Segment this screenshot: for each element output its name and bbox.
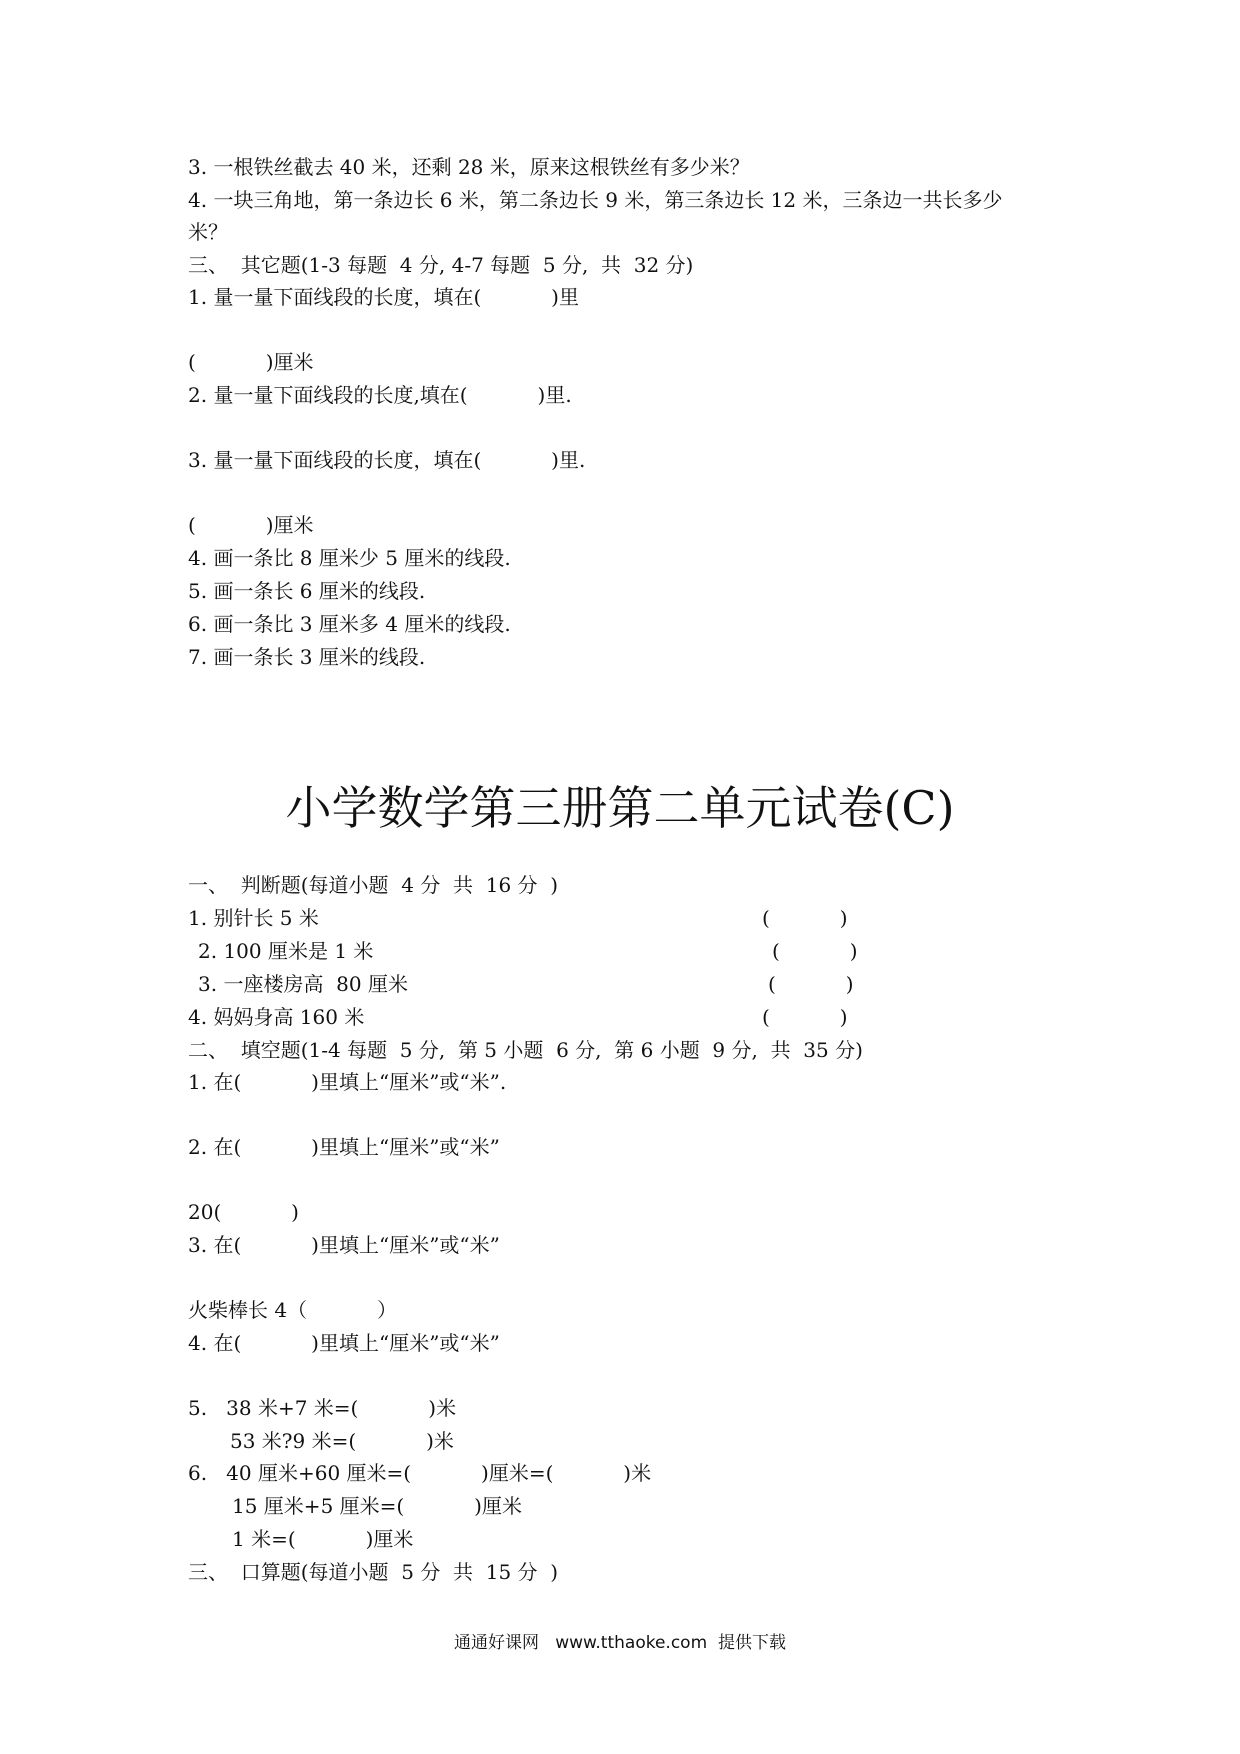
fill-q1: 1. 在( )里填上“厘米”或“米”. [188, 1070, 507, 1094]
page-title: 小学数学第三册第二单元试卷(C) [285, 781, 955, 835]
fill-q6a: 6. 40 厘米+60 厘米=( )厘米=( )米 [188, 1461, 652, 1485]
fill-q5a: 5. 38 米+7 米=( )米 [188, 1396, 457, 1420]
other-q3: 3. 量一量下面线段的长度，填在( )里. [188, 448, 586, 472]
question-3: 3. 一根铁丝截去 40 米，还剩 28 米，原来这根铁丝有多少米？ [188, 155, 750, 179]
fill-q2: 2. 在( )里填上“厘米”或“米” [188, 1135, 500, 1159]
other-q1-answer: ( )厘米 [188, 350, 314, 374]
other-q4: 4. 画一条比 8 厘米少 5 厘米的线段. [188, 546, 511, 570]
section-2-header: 二、 填空题(1-4 每题 5 分, 第 5 小题 6 分, 第 6 小题 9 分, 共 35 分) [188, 1038, 863, 1062]
fill-q6c: 1 米=( )厘米 [232, 1527, 414, 1551]
section-3-header-c: 三、 口算题(每道小题 5 分 共 15 分 ) [188, 1560, 559, 1584]
fill-q4: 4. 在( )里填上“厘米”或“米” [188, 1331, 500, 1355]
judge-q2: 2. 100 厘米是 1 米 [198, 939, 374, 963]
other-q3-answer: ( )厘米 [188, 513, 314, 537]
judge-q4-paren: ( ) [762, 1005, 848, 1029]
judge-q2-paren: ( ) [772, 939, 858, 963]
footer: 通通好课网 www.tthaoke.com 提供下载 [454, 1633, 786, 1653]
judge-q3-paren: ( ) [768, 972, 854, 996]
other-q6: 6. 画一条比 3 厘米多 4 厘米的线段. [188, 612, 511, 636]
other-q7: 7. 画一条长 3 厘米的线段. [188, 645, 426, 669]
other-q2: 2. 量一量下面线段的长度,填在( )里. [188, 383, 572, 407]
judge-q1-paren: ( ) [762, 906, 848, 930]
fill-q6b: 15 厘米+5 厘米=( )厘米 [232, 1494, 522, 1518]
fill-q2-answer: 20( ) [188, 1200, 299, 1224]
judge-q4: 4. 妈妈身高 160 米 [188, 1005, 365, 1029]
judge-q1: 1. 别针长 5 米 [188, 906, 319, 930]
fill-q5b: 53 米?9 米=( )米 [230, 1429, 454, 1453]
question-4-line2: 米？ [188, 220, 228, 244]
fill-q3-answer: 火柴棒长 4（ ） [188, 1298, 398, 1322]
other-q1: 1. 量一量下面线段的长度，填在( )里 [188, 285, 579, 309]
section-3-header: 三、 其它题(1-3 每题 4 分, 4-7 每题 5 分, 共 32 分) [188, 253, 694, 277]
question-4-line1: 4. 一块三角地，第一条边长 6 米，第二条边长 9 米，第三条边长 12 米，三条边一共长多少 [188, 188, 1003, 212]
fill-q3: 3. 在( )里填上“厘米”或“米” [188, 1233, 500, 1257]
judge-q3: 3. 一座楼房高 80 厘米 [198, 972, 408, 996]
section-1-header: 一、 判断题(每道小题 4 分 共 16 分 ) [188, 873, 559, 897]
other-q5: 5. 画一条长 6 厘米的线段. [188, 579, 426, 603]
